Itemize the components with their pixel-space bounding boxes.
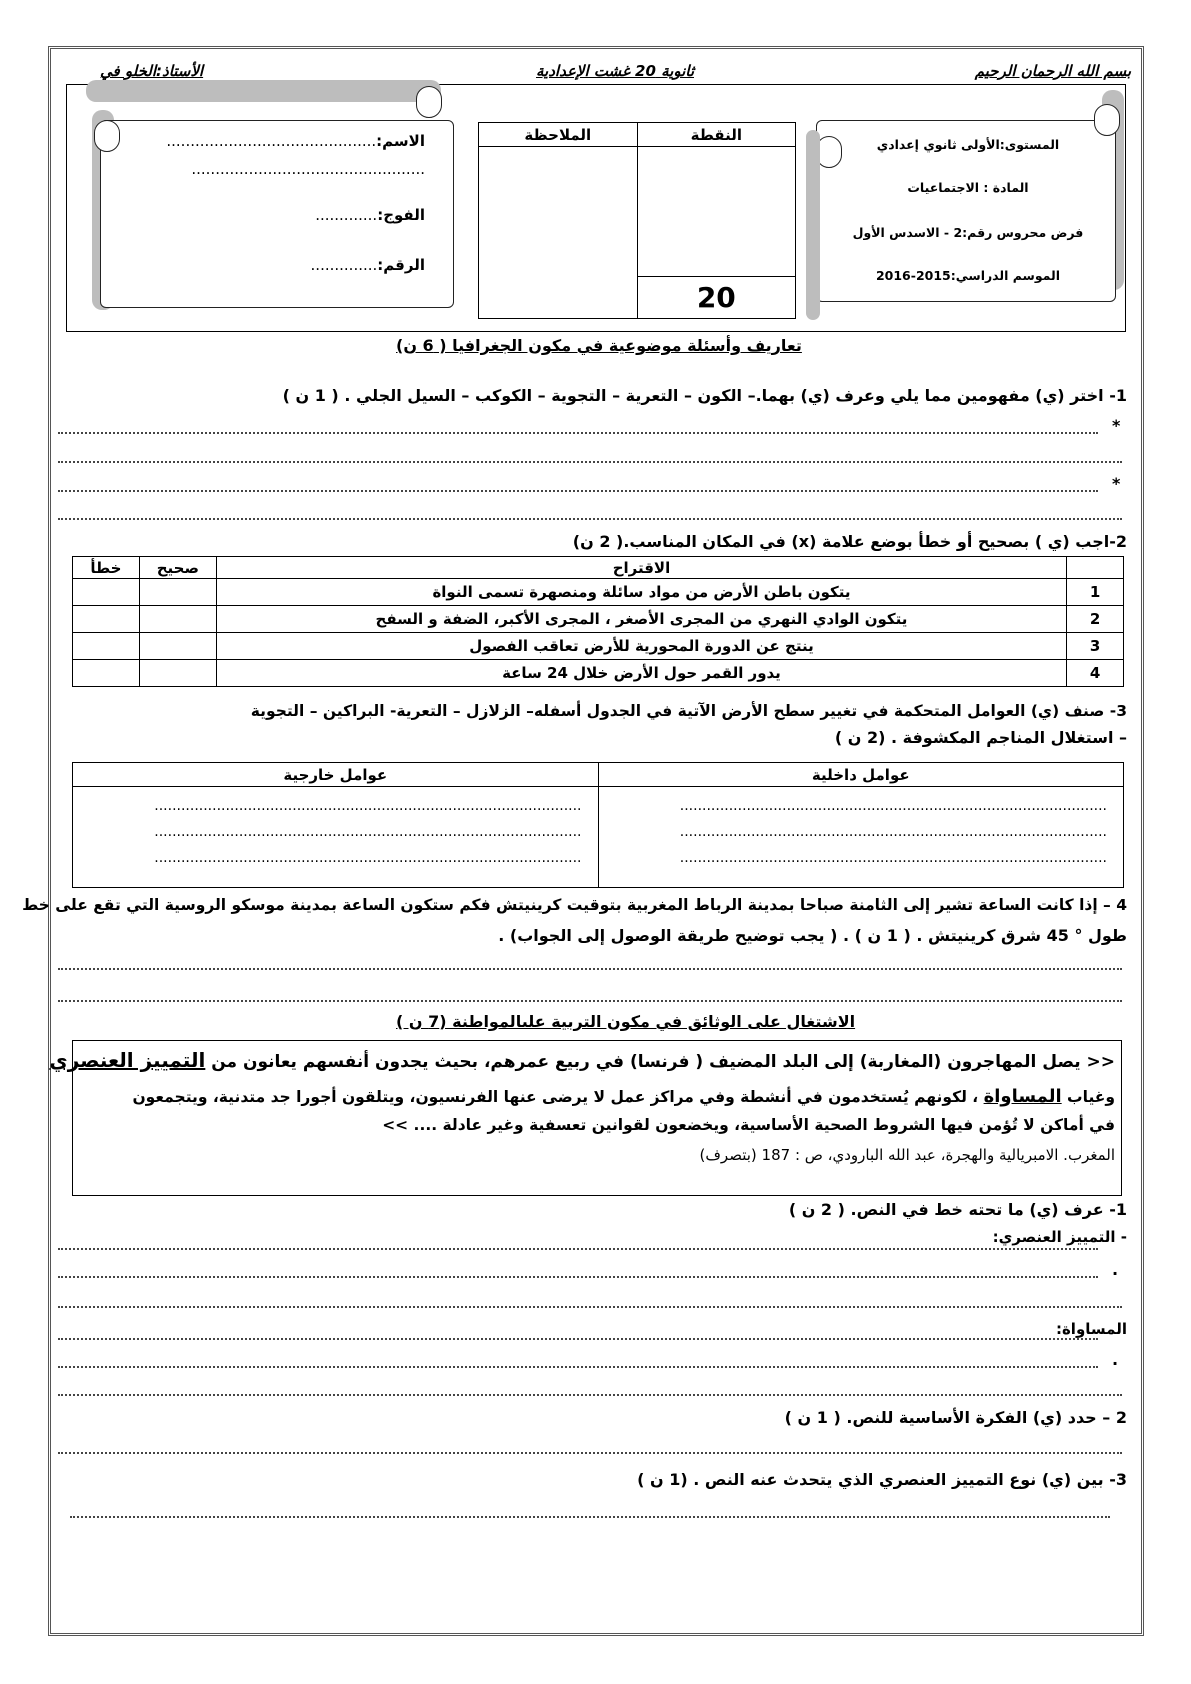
name-dots-line2: .................................................: [191, 160, 425, 178]
answer-line[interactable]: [58, 968, 1122, 970]
answer-line[interactable]: [58, 490, 1098, 492]
name-dots: ............................................: [166, 132, 377, 150]
external-factors-header: عوامل خارجية: [73, 763, 599, 787]
answer-line[interactable]: [58, 1276, 1098, 1278]
col-false: خطأ: [73, 557, 140, 579]
number-label: الرقم:: [377, 256, 425, 274]
doc-source: المغرب. الامبريالية والهجرة، عبد الله البارودي، ص : 187 (بتصرف): [699, 1146, 1115, 1164]
row-proposition: يتكون الوادي النهري من المجرى الأصغر ، المجرى الأكبر، الضفة و السفح: [216, 606, 1066, 633]
row-number: 4: [1067, 660, 1124, 687]
school-name: ثانوية 20 غشت الإعدادية: [536, 62, 694, 80]
note-cell[interactable]: [479, 147, 638, 319]
group-field[interactable]: [315, 206, 425, 224]
section2-title: الاشتغال على الوثائق في مكون التربية علىالمواطنة (7 ن ): [396, 1012, 856, 1031]
internal-factors-answer[interactable]: ................................................................................................ ................................................................................................ ................................................................................................: [598, 787, 1124, 888]
section2-q1: 1- عرف (ي) ما تحته خط في النص. ( 2 ن ): [788, 1200, 1127, 1219]
external-factors-answer[interactable]: ................................................................................................ ................................................................................................ ................................................................................................: [73, 787, 599, 888]
table-row: [73, 606, 1124, 633]
name-label: الاسم:: [376, 132, 425, 150]
bullet: .: [1112, 1350, 1119, 1369]
number-dots: ..............: [310, 256, 378, 274]
info-season: الموسم الدراسي:2015-2016: [875, 268, 1061, 283]
section2-q3: 3- بين (ي) نوع التمييز العنصري الذي يتحدث عنه النص . (1 ن ): [637, 1470, 1127, 1489]
grade-table: [478, 122, 796, 319]
true-checkbox[interactable]: [139, 606, 216, 633]
section1-q4-line1: 4 – إذا كانت الساعة تشير إلى الثامنة صباحا بمدينة الرباط المغربية بتوقيت كرينيتش فكم ستكون الساعة بمدينة موسكو الروسية التي تقع على خط: [22, 896, 1127, 914]
factors-table: [72, 762, 1124, 888]
answer-line[interactable]: [58, 1306, 1122, 1308]
section1-q1: 1- اختر (ي) مفهومين مما يلي وعرف (ي) بهما.– الكون – التعرية – التجوية – الكوكب – السيل الجلي . ( 1 ن ): [282, 386, 1127, 405]
scroll-curl-icon: [416, 86, 442, 118]
true-checkbox[interactable]: [139, 660, 216, 687]
true-checkbox[interactable]: [139, 579, 216, 606]
info-subject: المادة : الاجتماعيات: [907, 180, 1029, 195]
answer-line[interactable]: [58, 1452, 1122, 1454]
row-number: 1: [1067, 579, 1124, 606]
answer-line[interactable]: [58, 1248, 1098, 1250]
row-number: 3: [1067, 633, 1124, 660]
section1-q4-line2: طول ° 45 شرق كرينيتش . ( 1 ن ) . ( يجب توضيح طريقة الوصول إلى الجواب) .: [498, 926, 1127, 945]
col-proposition: الاقتراح: [216, 557, 1066, 579]
group-label: الفوج:: [377, 206, 425, 224]
answer-star-2: *: [1112, 474, 1121, 493]
def-racism-label: - التمييز العنصري:: [992, 1228, 1127, 1246]
info-level: المستوى:الأولى ثانوي إعدادي: [876, 137, 1060, 152]
student-scroll: [86, 80, 466, 320]
grade-total: 20: [637, 277, 795, 319]
number-field[interactable]: [311, 256, 425, 274]
col-true: صحيح: [139, 557, 216, 579]
false-checkbox[interactable]: [73, 579, 140, 606]
false-checkbox[interactable]: [73, 660, 140, 687]
answer-line[interactable]: [58, 1338, 1098, 1340]
answer-line[interactable]: [70, 1516, 1110, 1518]
table-row: [73, 579, 1124, 606]
doc-text: ، لكونهم يُستخدمون في أنشطة وفي مراكز عمل لا يرضى عنها الفرنسيون، ويتلقون أجورا جد متدنية، ويتجمعون: [132, 1088, 984, 1106]
underlined-term-equality: المساواة: [983, 1086, 1062, 1107]
doc-line1: [49, 1048, 1115, 1072]
row-proposition: يتكون باطن الأرض من مواد سائلة ومنصهرة تسمى النواة: [216, 579, 1066, 606]
name-field[interactable]: [166, 132, 425, 150]
section2-q2: 2 – حدد (ي) الفكرة الأساسية للنص. ( 1 ن ): [784, 1408, 1127, 1427]
section1-title: تعاريف وأسئلة موضوعية في مكون الجغرافيا ( 6 ن): [396, 336, 802, 355]
num-header: [1067, 557, 1124, 579]
row-number: 2: [1067, 606, 1124, 633]
row-proposition: يدور القمر حول الأرض خلال 24 ساعة: [216, 660, 1066, 687]
answer-line[interactable]: [58, 1000, 1122, 1002]
section1-q2: 2-اجب (ي ) بصحيح أو خطأ بوضع علامة (x) في المكان المناسب.( 2 ن): [572, 532, 1127, 551]
doc-line2: [132, 1086, 1115, 1107]
answer-line[interactable]: [58, 432, 1098, 434]
section1-q3-line2: – استغلال المناجم المكشوفة . (2 ن ): [834, 728, 1127, 747]
section1-q3-line1: 3- صنف (ي) العوامل المتحكمة في تغيير سطح الأرض الآتية في الجدول أسفله– الزلازل – التعرية- البراكين – التجوية: [250, 702, 1127, 720]
answer-line[interactable]: [58, 1366, 1098, 1368]
doc-line3: في أماكن لا تُؤمن فيها الشروط الصحية الأساسية، ويخضعون لقوانين تعسفية وغير عادلة .... >>: [382, 1116, 1115, 1134]
underlined-term-racism: التمييز العنصري: [49, 1048, 206, 1072]
row-proposition: ينتج عن الدورة المحورية للأرض تعاقب الفصول: [216, 633, 1066, 660]
scroll-curl-icon: [1094, 104, 1120, 136]
teacher-name: الأستاذ:الخلو في: [100, 62, 204, 80]
doc-text: وغياب: [1061, 1088, 1115, 1106]
answer-line[interactable]: [58, 1394, 1122, 1396]
grade-cell[interactable]: [637, 147, 795, 277]
answer-star-1: *: [1112, 416, 1121, 435]
info-scroll: [806, 90, 1128, 330]
doc-text: << يصل المهاجرون (المغاربة) إلى البلد المضيف ( فرنسا) في ربيع عمرهم، بحيث يجدون أنفسهم يعانون من: [205, 1052, 1115, 1072]
info-exam: فرض محروس رقم:2 - الاسدس الأول: [852, 225, 1084, 240]
table-row: [73, 660, 1124, 687]
group-dots: .............: [315, 206, 378, 224]
col-grade: النقطة: [637, 123, 795, 147]
col-note: الملاحظة: [479, 123, 638, 147]
bullet: .: [1112, 1260, 1119, 1279]
true-checkbox[interactable]: [139, 633, 216, 660]
false-checkbox[interactable]: [73, 606, 140, 633]
table-row: [73, 633, 1124, 660]
scroll-curl-icon: [94, 120, 120, 152]
answer-line[interactable]: [58, 461, 1122, 463]
false-checkbox[interactable]: [73, 633, 140, 660]
internal-factors-header: عوامل داخلية: [598, 763, 1124, 787]
true-false-table: [72, 556, 1124, 687]
basmala: بسم الله الرحمان الرحيم: [974, 62, 1131, 80]
answer-line[interactable]: [58, 518, 1122, 520]
def-equality-label: المساواة:: [1055, 1320, 1127, 1338]
